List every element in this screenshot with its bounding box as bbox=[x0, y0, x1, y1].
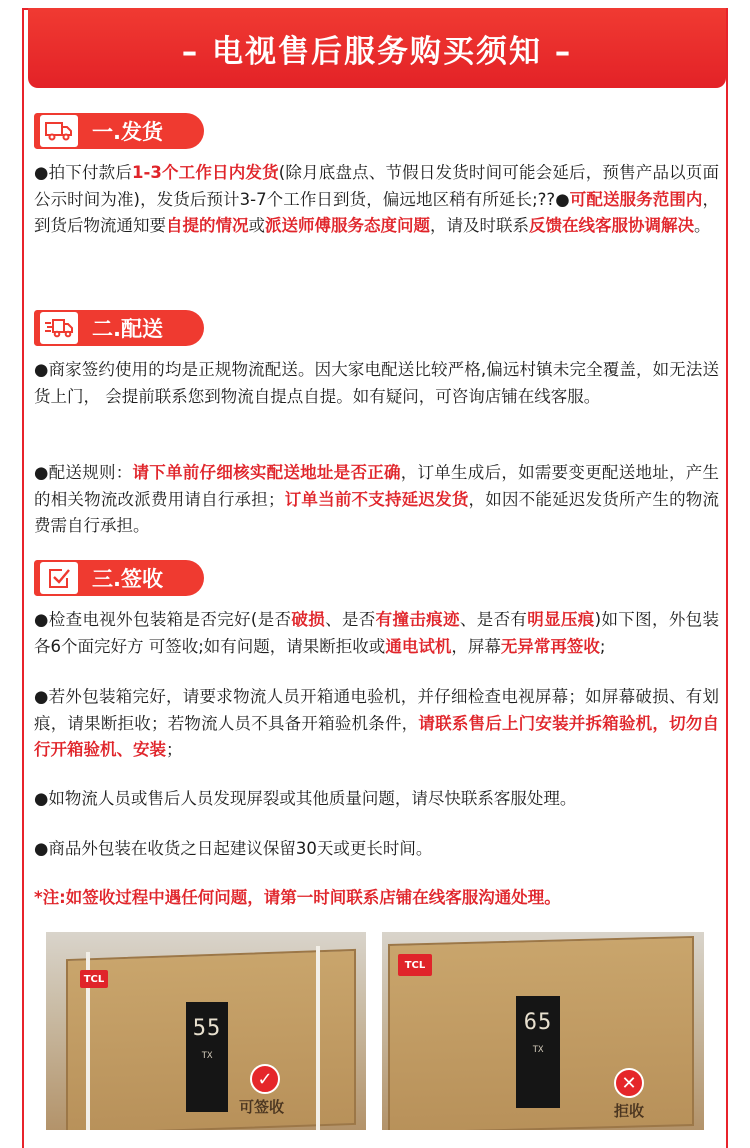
text-run: ; bbox=[599, 636, 606, 656]
text-run: ； bbox=[166, 740, 183, 759]
truck-icon bbox=[40, 115, 78, 147]
delivery-paragraph-2 bbox=[34, 460, 719, 540]
receipt-paragraph-1 bbox=[34, 607, 719, 660]
page-title: – 电视售后服务购买须知 – bbox=[181, 33, 573, 70]
text-run: ●拍下付款后 bbox=[34, 163, 132, 182]
photo-accept bbox=[46, 932, 366, 1130]
reject-icon: ✕ bbox=[614, 1068, 644, 1098]
section-title-receipt: 三.签收 bbox=[92, 567, 163, 591]
text-run: ●检查电视外包装箱是否完好(是否 bbox=[34, 610, 292, 629]
section-title-delivery: 二.配送 bbox=[92, 317, 163, 341]
text-run: (除月底盘点、节假日发货时间可能会延后，预售产品以页面公示时间为准)，发货后预计3-7个工作日到货，偏远地区稍有所延长;??● bbox=[34, 163, 719, 209]
photo-caption: 拒收 bbox=[614, 1102, 645, 1120]
fast-truck-icon bbox=[40, 312, 78, 344]
text-run: ，到货后物流通知要 bbox=[34, 189, 720, 235]
highlight-text: 反馈在线客服协调解决 bbox=[529, 216, 694, 235]
highlight-text: 订单当前不支持延迟发货 bbox=[284, 489, 469, 509]
brand-logo: TCL bbox=[80, 970, 108, 988]
highlight-text: 自提的情况 bbox=[166, 216, 249, 235]
section-header-receipt bbox=[34, 560, 204, 596]
text-run: 。 bbox=[694, 216, 711, 235]
model-number: 65 bbox=[523, 1010, 553, 1035]
checkbox-icon bbox=[40, 562, 78, 594]
receipt-paragraph-2 bbox=[34, 684, 719, 764]
model-card bbox=[186, 1002, 228, 1112]
highlight-text: 1-3个工作日内发货 bbox=[132, 163, 279, 182]
highlight-text: 破损 bbox=[291, 610, 326, 629]
text-run: ，订单生成后，如需要变更配送地址，产生的相关物流改派费用请自行承担； bbox=[34, 463, 720, 509]
section-title-shipping: 一.发货 bbox=[92, 120, 163, 144]
photo-reject bbox=[382, 932, 704, 1130]
check-icon: ✓ bbox=[250, 1064, 280, 1094]
highlight-text: 明显压痕 bbox=[527, 610, 595, 629]
model-number: 55 bbox=[192, 1016, 222, 1041]
receipt-paragraph-4: ●商品外包装在收货之日起建议保留30天或更长时间。 bbox=[34, 839, 433, 858]
brand-logo: TCL bbox=[398, 954, 432, 976]
delivery-paragraph-1: ●商家签约使用的均是正规物流配送。因大家电配送比较严格,偏远村镇未完全覆盖，如无法送货上门， 会提前联系您到物流自提点自提。如有疑问，可咨询店铺在线客服。 bbox=[34, 360, 719, 406]
receipt-paragraph-3: ●如物流人员或售后人员发现屏裂或其他质量问题，请尽快联系客服处理。 bbox=[34, 789, 577, 808]
text-run: 、是否有 bbox=[459, 610, 528, 629]
strap bbox=[316, 946, 320, 1130]
text-run: ，如因不能延迟发货所产生的物流费需自行承担。 bbox=[34, 489, 720, 535]
text-run: ●配送规则： bbox=[34, 463, 133, 482]
model-sub: TX bbox=[201, 1051, 213, 1061]
header-banner bbox=[28, 8, 726, 88]
receipt-note: *注:如签收过程中遇任何问题，请第一时间联系店铺在线客服沟通处理。 bbox=[34, 888, 561, 907]
highlight-text: 请联系售后上门安装并拆箱验机，切勿自行开箱验机、安装 bbox=[34, 713, 720, 759]
text-run: ，屏幕 bbox=[451, 636, 501, 656]
text-run: 、是否 bbox=[325, 610, 376, 629]
model-sub: TX bbox=[532, 1045, 544, 1055]
highlight-text: 通电试机 bbox=[385, 636, 452, 656]
text-run: ，请及时联系 bbox=[430, 216, 529, 235]
highlight-text: 无异常再签收 bbox=[500, 636, 600, 656]
photo-caption: 可签收 bbox=[239, 1098, 285, 1116]
model-card bbox=[516, 996, 560, 1108]
section-header-shipping bbox=[34, 113, 204, 149]
text-run: )如下图，外包装各6个面完好方 可签收;如有问题，请果断拒收或 bbox=[34, 610, 720, 656]
text-run: ●若外包装箱完好，请要求物流人员开箱通电验机，并仔细检查电视屏幕；如屏幕破损、有划痕，请果断拒收；若物流人员不具备开箱验机条件， bbox=[34, 687, 719, 733]
highlight-text: 派送师傅服务态度问题 bbox=[265, 216, 430, 235]
text-run: 或 bbox=[248, 216, 265, 235]
shipping-paragraph bbox=[34, 160, 719, 240]
highlight-text: 可配送服务范围内 bbox=[569, 189, 703, 209]
highlight-text: 请下单前仔细核实配送地址是否正确 bbox=[132, 463, 401, 482]
highlight-text: 有撞击痕迹 bbox=[375, 610, 460, 629]
section-header-delivery bbox=[34, 310, 204, 346]
